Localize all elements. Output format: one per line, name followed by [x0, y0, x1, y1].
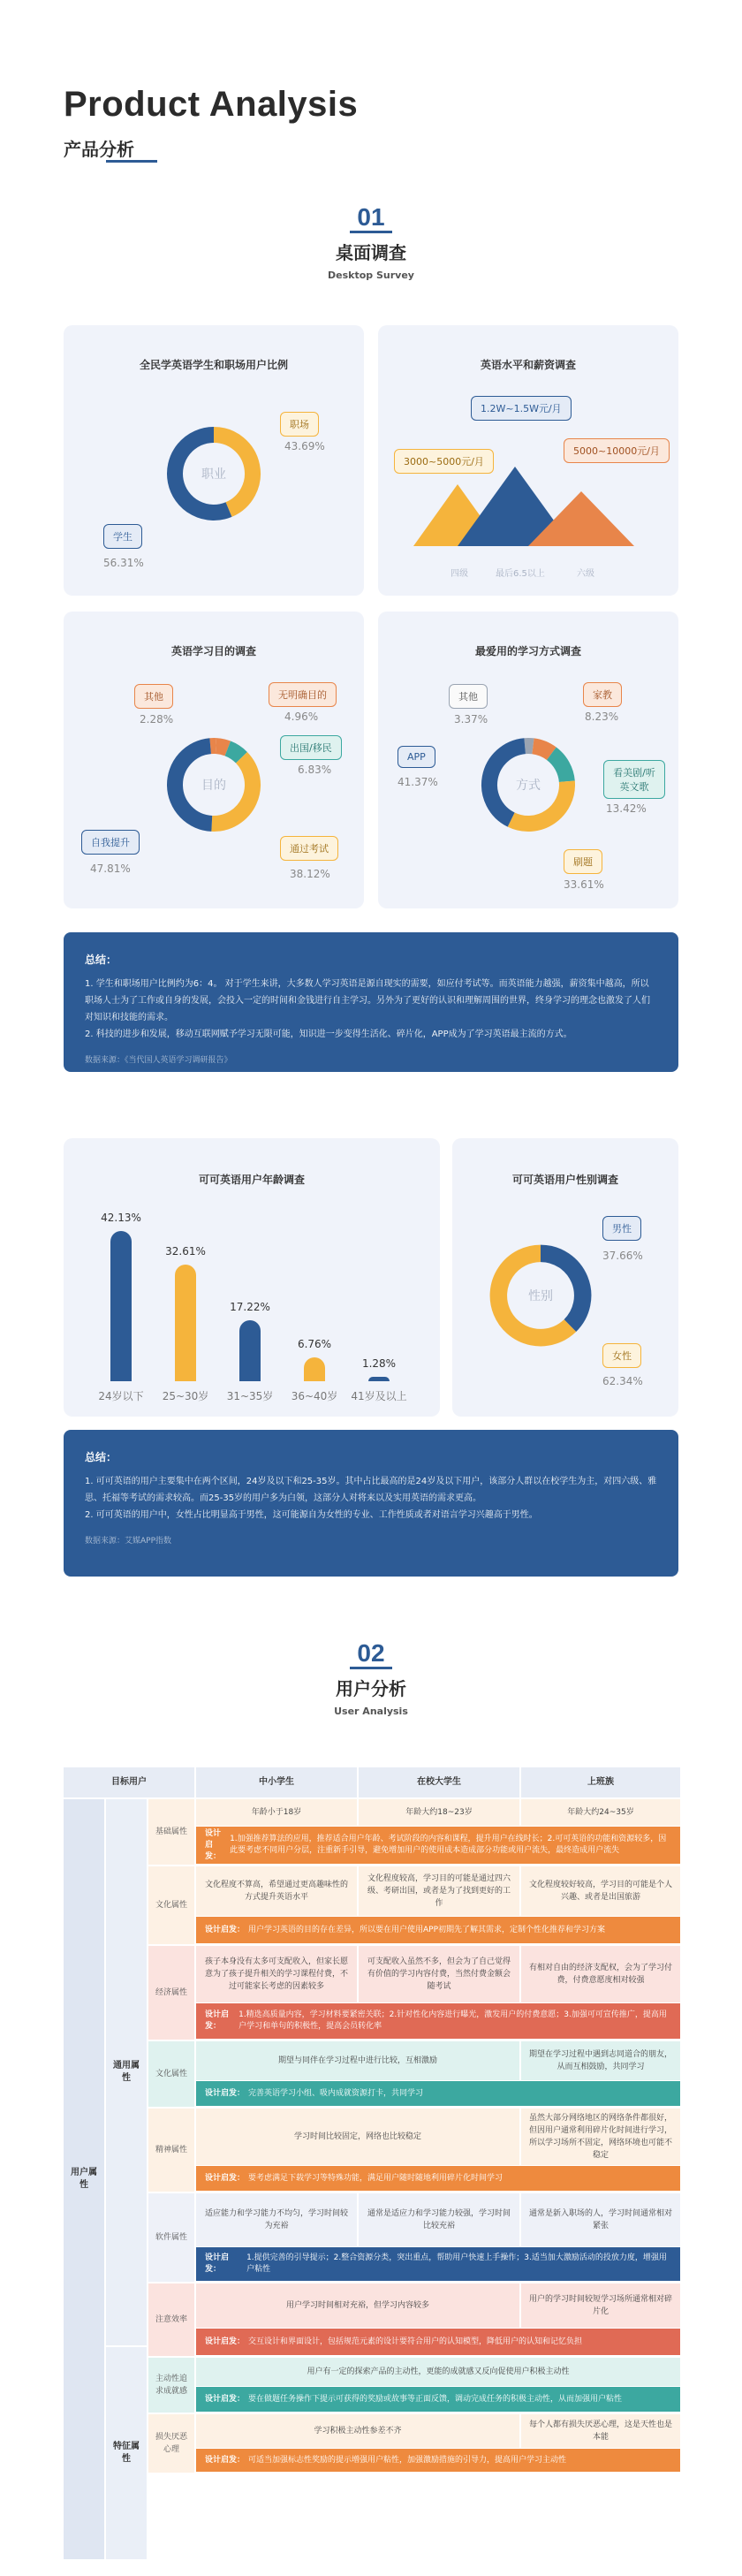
table-row-5-k12: 适应能力和学习能力不均匀，学习时间较为充裕 [196, 2193, 357, 2246]
donut3-slice-1 [216, 746, 227, 748]
table-row-1-attr: 文化属性 [148, 1866, 194, 1944]
summary1-heading: 总结： [85, 954, 117, 966]
table-row-4-design-label: 设计启发： [205, 2173, 246, 2183]
table-row-5-attr: 软件属性 [148, 2193, 194, 2282]
chart3-pct-exam: 38.12% [290, 868, 330, 880]
chart2-tag-salary-high: 1.2W~1.5W元/月 [471, 396, 572, 421]
chart5-value-label-3: 6.76% [297, 1337, 332, 1350]
chart5-category-label-1: 25~30岁 [162, 1390, 209, 1402]
chart1-tag-student: 学生 [103, 524, 142, 549]
section1-number-line [350, 231, 392, 233]
chart1-tag-workplace: 职场 [280, 412, 319, 437]
summary2-line-1: 1. 可可英语的用户主要集中在两个区间，24岁及以下和25-35岁。其中占比最高的是24岁及以下用户，该部分人群以在校学生为主，对四六级、雅思、托福等考试的需求较高。而25-35岁的用户多为白领，这部分人对将来以及实用英语的需求更高。 [85, 1477, 657, 1503]
page-title: Product Analysis [64, 85, 359, 124]
table-row-6-attr: 注意效率 [148, 2283, 194, 2356]
table-row-7-attr: 主动性追求成就感 [148, 2358, 194, 2413]
chart4-pct-drill: 33.61% [564, 878, 604, 891]
table-side-user-attr: 用户属性 [64, 1799, 104, 2559]
table-row-0-worker: 年龄大约24~35岁 [521, 1799, 680, 1826]
chart3-tag-self: 自我提升 [81, 830, 140, 855]
chart5-value-label-2: 17.22% [230, 1300, 270, 1313]
chart6-center-label: 性别 [528, 1289, 553, 1303]
section2-number-line [350, 1667, 392, 1669]
chart1-pct-workplace: 43.69% [284, 440, 325, 452]
table-row-0-k12: 年龄小于18岁 [196, 1799, 357, 1826]
table-row-1-design [196, 1917, 680, 1943]
table-row-2-worker: 有相对自由的经济支配权，会为了学习付费，付费意愿度相对较强 [521, 1946, 680, 2002]
chart2-cat-ielts: 最后6.5以上 [496, 569, 545, 579]
table-row-7-design-text: 要在做题任务操作下提示可获得的奖励或故事等正面反馈，调动完成任务的积极主动性，从而加强用户粘性 [248, 2394, 623, 2404]
table-head-k12: 中小学生 [196, 1767, 357, 1797]
chart2-card [378, 325, 678, 596]
table-row-4-attr: 精神属性 [148, 2109, 194, 2192]
table-row-1-k12: 文化程度不算高，希望通过更高趣味性的方式提升英语水平 [196, 1866, 357, 1916]
table-row-5-college: 通常是适应力和学习能力较强，学习时间比较充裕 [359, 2193, 519, 2246]
table-head-worker: 上班族 [521, 1767, 680, 1797]
table-row-2-design-text: 1.精选高质量内容，学习材料要紧密关联；2.针对性化内容进行曝光，激发用户的付费意愿；3.加强可可宣传推广，提高用户学习和单句的积极性，提高会员转化率 [238, 2010, 667, 2031]
chart1-title: 全民学英语学生和职场用户比例 [139, 359, 288, 371]
chart5-bar-3 [304, 1357, 325, 1381]
table-head-college: 在校大学生 [359, 1767, 519, 1797]
chart4-tag-app: APP [398, 746, 435, 768]
summary2-source: 数据来源：艾媒APP指数 [85, 1537, 172, 1546]
section2-en-title: User Analysis [334, 1706, 408, 1717]
table-side-general: 通用属性 [106, 1799, 147, 2345]
chart5-bar-1 [175, 1265, 196, 1381]
chart3-pct-no-goal: 4.96% [284, 710, 319, 723]
chart3-title: 英语学习目的调查 [170, 645, 256, 657]
table-row-5-design [196, 2247, 680, 2281]
table-row-0-design [196, 1827, 680, 1864]
table-row-7-design-label: 设计启发： [205, 2394, 246, 2404]
chart1-card [64, 325, 364, 596]
chart3-center-label: 目的 [201, 779, 226, 793]
chart6-pct-female: 62.34% [602, 1375, 643, 1387]
table-row-2-attr: 经济属性 [148, 1946, 194, 2040]
table-row-2-k12: 孩子本身没有太多可支配收入，但家长愿意为了孩子提升相关的学习课程付费，不过可能家长考虑的因素较多 [196, 1946, 357, 2002]
table-row-3-attr: 文化属性 [148, 2041, 194, 2107]
chart6-tag-male: 男性 [602, 1216, 641, 1241]
chart2-title: 英语水平和薪资调查 [480, 359, 576, 371]
chart3-pct-other: 2.28% [140, 713, 174, 726]
chart3-tag-other: 其他 [134, 684, 173, 709]
table-row-6-k12-college: 用户学习时间相对充裕，但学习内容较多 [196, 2283, 519, 2328]
table-row-2-design [196, 2003, 680, 2039]
summary1-panel [64, 932, 678, 1072]
summary1-line-1: 1. 学生和职场用户比例约为6：4。 对于学生来讲，大多数人学习英语是源自现实的需要，如应付考试等。而英语能力越强，薪资集中越高，所以职场人士为了工作或自身的发展，会投入一定的时间和金钱进行自主学习。另外为了更好的认识和理解周围的世界，终身学习的理念也激发了人们对知识和技能的需求。 [85, 979, 650, 1022]
table-row-7-design [196, 2387, 680, 2412]
chart5-bar-0 [110, 1231, 132, 1381]
section1-title: 桌面调查 [336, 242, 406, 263]
section2-number: 02 [357, 1639, 385, 1667]
chart4-pct-other: 3.37% [454, 713, 488, 726]
table-row-4-design [196, 2166, 680, 2191]
chart1-center-label: 职业 [201, 467, 226, 482]
table-head-target: 目标用户 [64, 1767, 194, 1797]
table-row-0-design-label: 设计启发： [205, 1828, 222, 1861]
chart4-card [378, 612, 678, 908]
table-row-2-design-label: 设计启发： [205, 2010, 230, 2031]
chart6-title: 可可英语用户性别调查 [511, 1174, 618, 1186]
section1-number: 01 [357, 203, 385, 231]
table-row-8-k12-college: 学习积极主动性参差不齐 [196, 2414, 519, 2448]
summary1-source: 数据来源：《当代国人英语学习调研报告》 [85, 1056, 232, 1065]
table-row-1-design-text: 用户学习英语的目的存在差异，所以要在用户使用APP初期先了解其需求，定制个性化推荐和学习方案 [248, 1925, 606, 1934]
chart2-tag-salary-mid: 5000~10000元/月 [564, 438, 670, 463]
table-row-3-design-label: 设计启发： [205, 2088, 246, 2098]
table-row-5-worker: 通常是新入职场的人，学习时间通常相对紧张 [521, 2193, 680, 2246]
chart5-card [64, 1138, 440, 1417]
table-side-special: 特征属性 [106, 2347, 147, 2559]
chart5-bar-4 [368, 1377, 390, 1381]
chart5-category-label-0: 24岁以下 [98, 1390, 144, 1402]
table-row-2-college: 可支配收入虽然不多，但会为了自己觉得有价值的学习内容付费，当然付费金额会随考试 [359, 1946, 519, 2002]
table-row-6-design-text: 交互设计和界面设计，包括规范元素的设计要符合用户的认知模型，降低用户的认知和记忆负担 [248, 2337, 583, 2346]
table-row-3-design [196, 2081, 680, 2106]
chart4-tag-shows: 看美剧/听英文歌 [603, 760, 665, 799]
chart3-tag-exam: 通过考试 [280, 836, 338, 861]
table-row-8-attr: 损失厌恶心理 [148, 2414, 194, 2473]
chart5-bar-2 [239, 1320, 261, 1381]
table-row-3-worker: 期望在学习过程中遇到志同道合的朋友，从而互相鼓励，共同学习 [521, 2041, 680, 2080]
chart3-card [64, 612, 364, 908]
table-row-5-design-label: 设计启发： [205, 2253, 230, 2274]
chart4-tag-other: 其他 [449, 684, 488, 709]
table-row-1-worker: 文化程度较好较高，学习目的可能是个人兴趣、或者是出国旅游 [521, 1866, 680, 1916]
table-row-4-worker: 虽然大部分网络地区的网络条件都很好，但因用户通常利用碎片化时间进行学习，所以学习场所不固定，网络环境也可能不稳定 [521, 2109, 680, 2165]
table-row-6-design [196, 2329, 680, 2355]
chart5-value-label-0: 42.13% [101, 1212, 141, 1224]
chart4-pct-tutor: 8.23% [585, 710, 619, 723]
section1-en-title: Desktop Survey [328, 270, 414, 281]
summary2-panel [64, 1430, 678, 1577]
summary2-line-2: 2. 可可英语的用户中，女性占比明显高于男性，这可能源自为女性的专业、工作性质或者对语言学习兴趣高于男性。 [85, 1510, 538, 1520]
table-row-4-design-text: 要考虑满足下载学习等特殊功能，满足用户随时随地利用碎片化时间学习 [248, 2173, 504, 2183]
donut4-slice-1 [533, 746, 551, 753]
table-row-0-college: 年龄大约18~23岁 [359, 1799, 519, 1826]
table-row-1-design-label: 设计启发： [205, 1925, 246, 1934]
table-row-3-k12-college: 期望与同伴在学习过程中进行比较，互相激励 [196, 2041, 519, 2080]
table-row-6-design-label: 设计启发： [205, 2337, 246, 2346]
chart1-pct-student: 56.31% [103, 557, 144, 569]
table-row-8-worker: 每个人都有损失厌恶心理，这是天性也是本能 [521, 2414, 680, 2448]
chart3-pct-self: 47.81% [90, 862, 131, 875]
table-row-7-all: 用户有一定的探索产品的主动性，更能的成就感又反向促使用户积极主动性 [196, 2358, 680, 2386]
user-analysis-table [64, 1767, 680, 2563]
table-row-0-design-text: 1.加强推荐算法的应用，推荐适合用户年龄、考试阶段的内容和课程，提升用户在线时长；2.可可英语的功能和资源较多，因此要考虑不同用户分层，注重新手引导，避免增加用户的使用成本造成部分功能或用户流失，最终造成用户流失 [230, 1835, 667, 1855]
table-row-1-college: 文化程度较高，学习目的可能是通过四六级、考研出国，或者是为了找到更好的工作 [359, 1866, 519, 1916]
table-row-4-k12-college: 学习时间比较固定，网络也比较稳定 [196, 2109, 519, 2165]
chart5-value-label-1: 32.61% [165, 1245, 206, 1258]
table-row-8-design [196, 2449, 680, 2472]
chart4-pct-app: 41.37% [398, 776, 438, 788]
chart5-title: 可可英语用户年龄调查 [198, 1174, 305, 1186]
subtitle-underline [106, 160, 157, 163]
chart4-tag-tutor: 家教 [583, 682, 622, 707]
section2-title: 用户分析 [336, 1678, 406, 1699]
donut3-slice-2 [228, 748, 242, 757]
table-row-5-design-text: 1.提供完善的引导提示；2.整合资源分类，突出重点，帮助用户快速上手操作；3.适当加大激励活动的投放力度，增强用户粘性 [246, 2253, 667, 2274]
chart3-pct-abroad: 6.83% [298, 764, 332, 776]
chart5-category-label-3: 36~40岁 [291, 1390, 338, 1402]
chart2-tag-salary-low: 3000~5000元/月 [394, 449, 494, 474]
summary2-heading: 总结： [85, 1451, 117, 1463]
summary1-line-2: 2. 科技的进步和发展，移动互联网赋予学习无限可能，知识进一步变得生活化、碎片化，APP成为了学习英语最主流的方式。 [85, 1030, 572, 1039]
chart3-tag-no-goal: 无明确目的 [269, 682, 337, 707]
chart3-tag-abroad: 出国/移民 [280, 735, 342, 760]
table-row-6-worker: 用户的学习时间较短学习场所通常相对碎片化 [521, 2283, 680, 2328]
chart6-card [452, 1138, 678, 1417]
page-subtitle: 产品分析 [64, 139, 134, 160]
chart5-value-label-4: 1.28% [361, 1356, 397, 1370]
table-row-3-design-text: 完善英语学习小组、吸内成就资源打卡，共同学习 [248, 2088, 424, 2098]
chart4-title: 最爱用的学习方式调查 [474, 645, 581, 657]
chart6-tag-female: 女性 [602, 1343, 641, 1368]
chart2-cat-cet6: 六级 [577, 569, 594, 579]
chart6-pct-male: 37.66% [602, 1250, 643, 1262]
table-row-8-design-label: 设计启发： [205, 2455, 246, 2465]
table-row-0-attr: 基础属性 [148, 1799, 194, 1865]
chart4-pct-shows: 13.42% [606, 802, 647, 815]
chart2-cat-cet4: 四级 [450, 569, 468, 579]
chart4-tag-drill: 刷题 [564, 849, 602, 874]
chart5-category-label-2: 31~35岁 [226, 1390, 274, 1402]
chart5-category-label-4: 41岁及以上 [351, 1390, 407, 1402]
table-row-8-design-text: 可适当加强标志性奖励的提示增强用户粘性，加强激励措施的引导力，提高用户学习主动性 [248, 2455, 567, 2465]
chart4-center-label: 方式 [516, 779, 541, 793]
